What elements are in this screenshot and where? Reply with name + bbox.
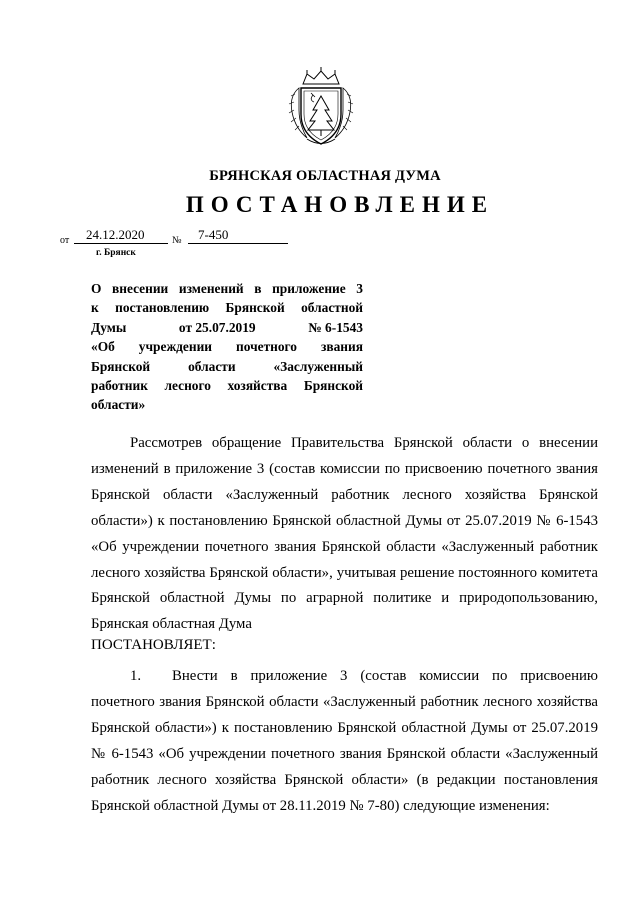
title-line-part: от 25.07.2019 — [178, 319, 256, 335]
organization-name: БРЯНСКАЯ ОБЛАСТНАЯ ДУМА — [209, 168, 441, 184]
title-line: «Об учреждении почетного звания — [91, 339, 363, 355]
resolves-keyword: ПОСТАНОВЛЯЕТ: — [91, 637, 216, 653]
title-line: О внесении изменений в приложение 3 — [91, 281, 363, 296]
item-1-text: Внести в приложение 3 (состав комиссии по присвоению почетного звания Брянской области «Заслуженный работник лесного хозяйства Брянской области») к постановлению Брянской областной Думы от 25.07.2019 № 6-1543 «Об учреждении почетного звания Брянской области «Заслуженный работник лесного хозяйства Брянской области» (в редакции постановления Брянской областной Думы от 28.11.2019 № 7-80) следующие изменения: — [91, 668, 598, 814]
coat-of-arms-emblem — [287, 66, 355, 148]
title-line: области» — [91, 397, 146, 413]
document-type: ПОСТАНОВЛЕНИЕ — [185, 192, 495, 217]
date-underline — [74, 243, 168, 244]
title-line: Брянской области «Заслуженный — [91, 358, 363, 374]
date-prefix: от — [60, 235, 70, 246]
document-date: 24.12.2020 — [86, 227, 145, 242]
document-number: 7-450 — [198, 227, 229, 242]
city-name: г. Брянск — [96, 248, 136, 258]
number-prefix: № — [172, 235, 182, 246]
item-1-number: 1. — [130, 668, 142, 684]
document-title — [91, 279, 363, 415]
item-1-paragraph — [91, 664, 598, 819]
title-line-part: № 6-1543 — [308, 319, 363, 335]
title-line-part: Думы — [91, 319, 127, 335]
title-line — [91, 318, 363, 337]
number-underline — [188, 243, 288, 244]
title-line: работник лесного хозяйства Брянской — [91, 378, 363, 394]
title-line: к постановлению Брянской областной — [91, 300, 363, 316]
preamble-paragraph: Рассмотрев обращение Правительства Брянской области о внесении изменений в приложение 3 (состав комиссии по присвоению почетного звания Брянской области «Заслуженный работник лесного хозяйства Брянской области») к постановлению Брянской областной Думы от 25.07.2019 № 6-1543 «Об учреждении почетного звания Брянской области «Заслуженный работник лесного хозяйства Брянской области», учитывая решение постоянного комитета Брянской областной Думы по аграрной политике и природопользованию, Брянская областная Дума — [91, 435, 598, 633]
